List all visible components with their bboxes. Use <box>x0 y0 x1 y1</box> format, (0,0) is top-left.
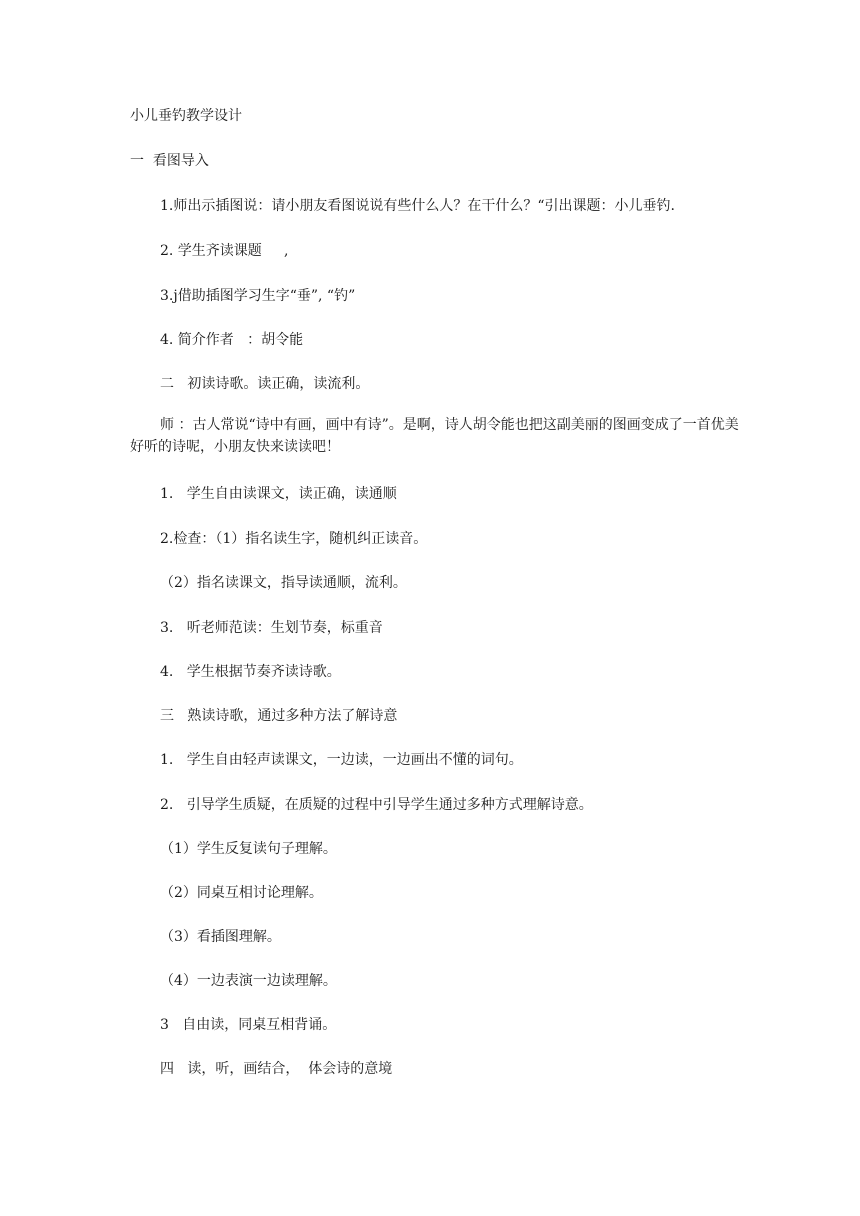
section-heading-2: 二 初读诗歌。读正确，读流利。 <box>160 376 370 392</box>
text-line: （1）学生反复读句子理解。 <box>160 841 337 857</box>
text-line: 2. 学生齐读课题 , <box>160 243 289 259</box>
text-line: 1. 学生自由读课文，读正确，读通顺 <box>160 486 397 502</box>
text-line: 1.师出示插图说：请小朋友看图说说有些什么人？在干什么？“引出课题：小儿垂钓. <box>160 198 675 214</box>
intro-paragraph: 师 ：古人常说“诗中有画，画中有诗”。是啊，诗人胡令能也把这副美丽的图画变成了一首优美好听的诗呢，小朋友快来读读吧！ <box>130 417 739 455</box>
text-line: 4. 学生根据节奏齐读诗歌。 <box>160 664 341 680</box>
text-line: 2.检查：（1）指名读生字，随机纠正读音。 <box>160 531 428 547</box>
text-line: 3.j借助插图学习生字“垂”, “钓” <box>160 288 356 304</box>
text-line: （2）指名读课文，指导读通顺，流利。 <box>160 575 407 591</box>
text-line: 1. 学生自由轻声读课文，一边读，一边画出不懂的词句。 <box>160 752 523 768</box>
section-heading-3: 三 熟读诗歌，通过多种方法了解诗意 <box>160 708 398 724</box>
text-line: 2. 引导学生质疑，在质疑的过程中引导学生通过多种方式理解诗意。 <box>160 797 593 813</box>
text-line: 4. 简介作者 ：胡令能 <box>160 332 304 348</box>
document-title: 小儿垂钓教学设计 <box>130 108 242 124</box>
text-line: 3 自由读，同桌互相背诵。 <box>160 1017 337 1033</box>
text-line: 3. 听老师范读：生划节奏，标重音 <box>160 620 383 636</box>
section-heading-1: 一 看图导入 <box>130 153 209 169</box>
text-line: （2）同桌互相讨论理解。 <box>160 885 323 901</box>
section-heading-4: 四 读，听，画结合， 体会诗的意境 <box>160 1061 393 1077</box>
text-line: （3）看插图理解。 <box>160 929 281 945</box>
text-line: （4）一边表演一边读理解。 <box>160 973 337 989</box>
